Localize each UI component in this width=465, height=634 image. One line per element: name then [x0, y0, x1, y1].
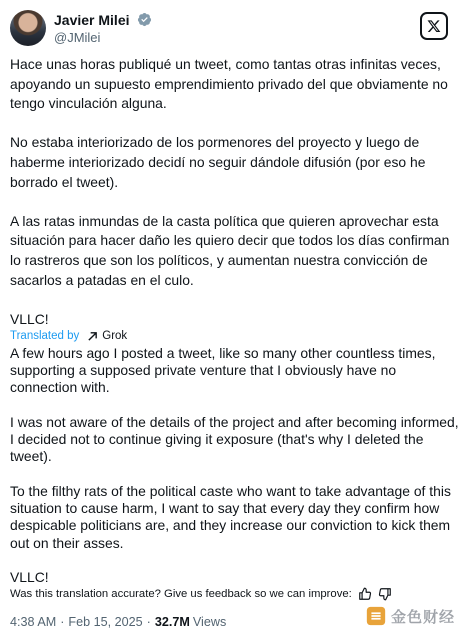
feedback-question: Was this translation accurate? Give us feedback so we can improve:: [10, 588, 352, 600]
grok-label[interactable]: Grok: [102, 330, 128, 342]
translated-paragraph: A few hours ago I posted a tweet, like so many other countless times, supporting a supposed private venture that I obviously have no connection with.: [10, 345, 436, 396]
tweet-paragraph: A las ratas inmundas de la casta política que quieren aprovechar esta situación para hacer daño les quiero decir que todos los días confirman lo rastreros que son los políticos, y aumentan nuestra convicción de sacarlos a patadas en el culo.: [10, 212, 450, 288]
translation-feedback: [10, 585, 392, 603]
verified-badge-icon: [137, 12, 152, 27]
watermark-text: 金色财经: [390, 608, 455, 626]
translated-paragraph: VLLC!: [10, 569, 49, 586]
meta-separator: ·: [146, 615, 151, 629]
thumbs-down-icon[interactable]: [378, 587, 392, 601]
views-count: 32.7M: [154, 615, 190, 629]
author-name[interactable]: Javier Milei: [54, 11, 130, 28]
translated-body: [10, 345, 460, 604]
tweet-paragraph: Hace unas horas publiqué un tweet, como tantas otras infinitas veces, apoyando un supuesto emprendimiento privado del que obviamente no tengo vinculación alguna.: [10, 56, 448, 112]
translation-attribution: [10, 327, 127, 345]
translated-paragraph: To the filthy rats of the political caste who want to take advantage of this situation to cause harm, I want to say that every day they confirm how despicable politicians are, and they increase our conviction to kick them out on their asses.: [10, 483, 451, 551]
post-date[interactable]: Feb 15, 2025: [68, 615, 143, 629]
x-logo-icon[interactable]: [420, 12, 448, 40]
tweet-meta: [10, 613, 226, 631]
tweet-header: [10, 10, 458, 50]
post-time[interactable]: 4:38 AM: [10, 615, 57, 629]
translated-paragraph: I was not aware of the details of the project and after becoming informed, I decided not to continue giving it exposure (that's why I deleted the tweet).: [10, 414, 459, 465]
grok-icon: [87, 331, 98, 342]
author-name-row: [54, 11, 152, 29]
views-label: Views: [192, 615, 227, 629]
x-logo-glyph: [427, 19, 441, 33]
watermark: [361, 602, 459, 630]
tweet-body: [10, 55, 460, 349]
tweet-paragraph: No estaba interiorizado de los pormenores del proyecto y luego de haberme interiorizado decidí no seguir dándole difusión (por eso he borrado el tweet).: [10, 134, 426, 190]
translated-by-link[interactable]: Translated by: [10, 330, 80, 342]
watermark-logo-icon: [365, 605, 387, 627]
meta-separator: ·: [60, 615, 65, 629]
tweet-paragraph: VLLC!: [10, 310, 49, 327]
thumbs-up-icon[interactable]: [358, 587, 372, 601]
avatar[interactable]: [10, 10, 46, 46]
author-handle[interactable]: @JMilei: [54, 30, 101, 45]
